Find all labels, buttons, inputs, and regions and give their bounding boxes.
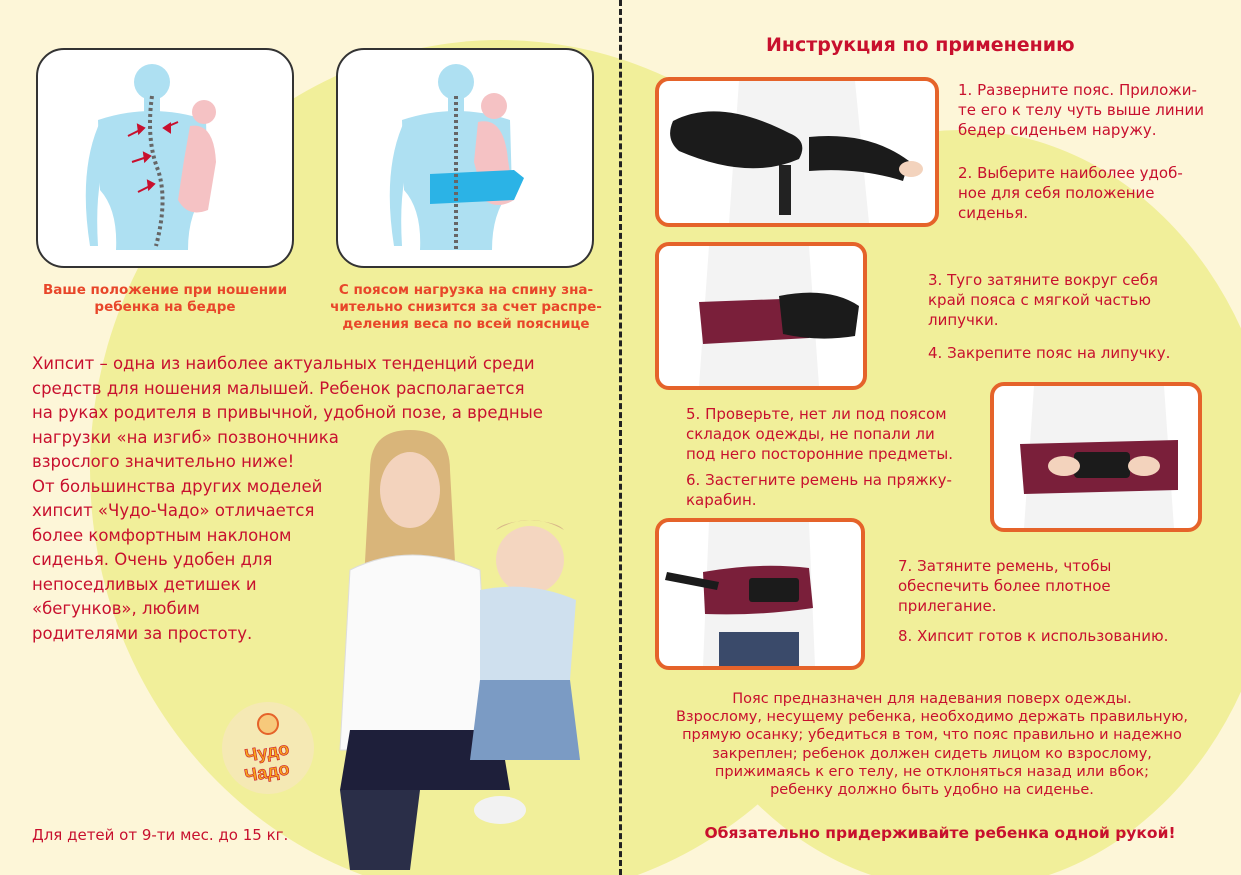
description-line: От большинства других моделей [32,476,323,496]
step-5-text: 5. Проверьте, нет ли под поясом складок одежды, не попали ли под него посторонние предметы. [686,405,954,463]
instructions-title: Инструкция по применению [766,34,1075,56]
belt-shape [430,170,524,204]
step-4-text: 4. Закрепите пояс на липучку. [928,344,1171,362]
description-line: родителями за простоту. [32,623,253,643]
usage-notes: Пояс предназначен для надевания поверх одежды. Взрослому, несущему ребенка, необходимо держать правильную, прямую осанку; убедиться в том, что пояс правильно и надежно закреплен; ребенок должен сидеть лицом ко взрослому, прижимаясь к его телу, не отклоняться назад или вбок; ребенку должно быть удобно на сиденье. [675,691,1189,799]
supported-spine-illustration [338,50,594,268]
description-line: на руках родителя в привычной, удобной позе, а вредные [32,403,543,422]
posture-panel-with-belt [336,48,594,268]
description-line: более комфортным наклоном [32,525,292,545]
posture-panel-without-belt [36,48,294,268]
description-line: сиденья. Очень удобен для [32,550,273,569]
svg-text:Чудо: Чудо [243,738,291,766]
step-7-text: 7. Затяните ремень, чтобы обеспечить более плотное прилегание. [898,557,1112,615]
step-1-text: 1. Разверните пояс. Приложи- те его к телу чуть выше линии бедер сиденьем наружу. [958,81,1204,139]
mother-with-baby-photo [330,430,600,870]
posture-with-belt-caption: С поясом нагрузка на спину зна- чительно снизится за счет распре- деления веса по всей пояснице [330,282,602,332]
safety-warning: Обязательно придерживайте ребенка одной рукой! [704,824,1176,842]
step-6-text: 6. Застегните ремень на пряжку- карабин. [686,471,952,509]
posture-without-belt-caption: Ваше положение при ношении ребенка на бедре [42,282,288,315]
fold-divider [619,0,622,875]
description-line: Хипсит – одна из наиболее актуальных тенденций среди [32,354,535,373]
step-3-text: 3. Туго затяните вокруг себя край пояса с мягкой частью липучки. [928,271,1159,329]
description-line: взрослого значительно ниже! [32,452,295,471]
step-8-text: 8. Хипсит готов к использованию. [898,627,1169,645]
step-3-photo [655,242,867,390]
description-line: непоседливых детишек и [32,574,257,594]
step-5-photo [990,382,1202,532]
description-line: нагрузки «на изгиб» позвоночника [32,427,339,447]
step-2-text: 2. Выберите наиболее удоб- ное для себя положение сиденья. [958,164,1183,222]
age-weight-note: Для детей от 9-ти мес. до 15 кг. [32,826,289,844]
description-line: «бегунков», любим [32,599,200,618]
description-line: хипсит «Чудо-Чадо» отличается [32,501,315,520]
step-7-photo [655,518,865,670]
svg-text:Чадо: Чадо [243,758,291,786]
brand-logo [222,702,314,794]
spine-strain-illustration [38,50,294,268]
step-1-photo [655,77,939,227]
description-line: средств для ношения малышей. Ребенок располагается [32,378,525,398]
